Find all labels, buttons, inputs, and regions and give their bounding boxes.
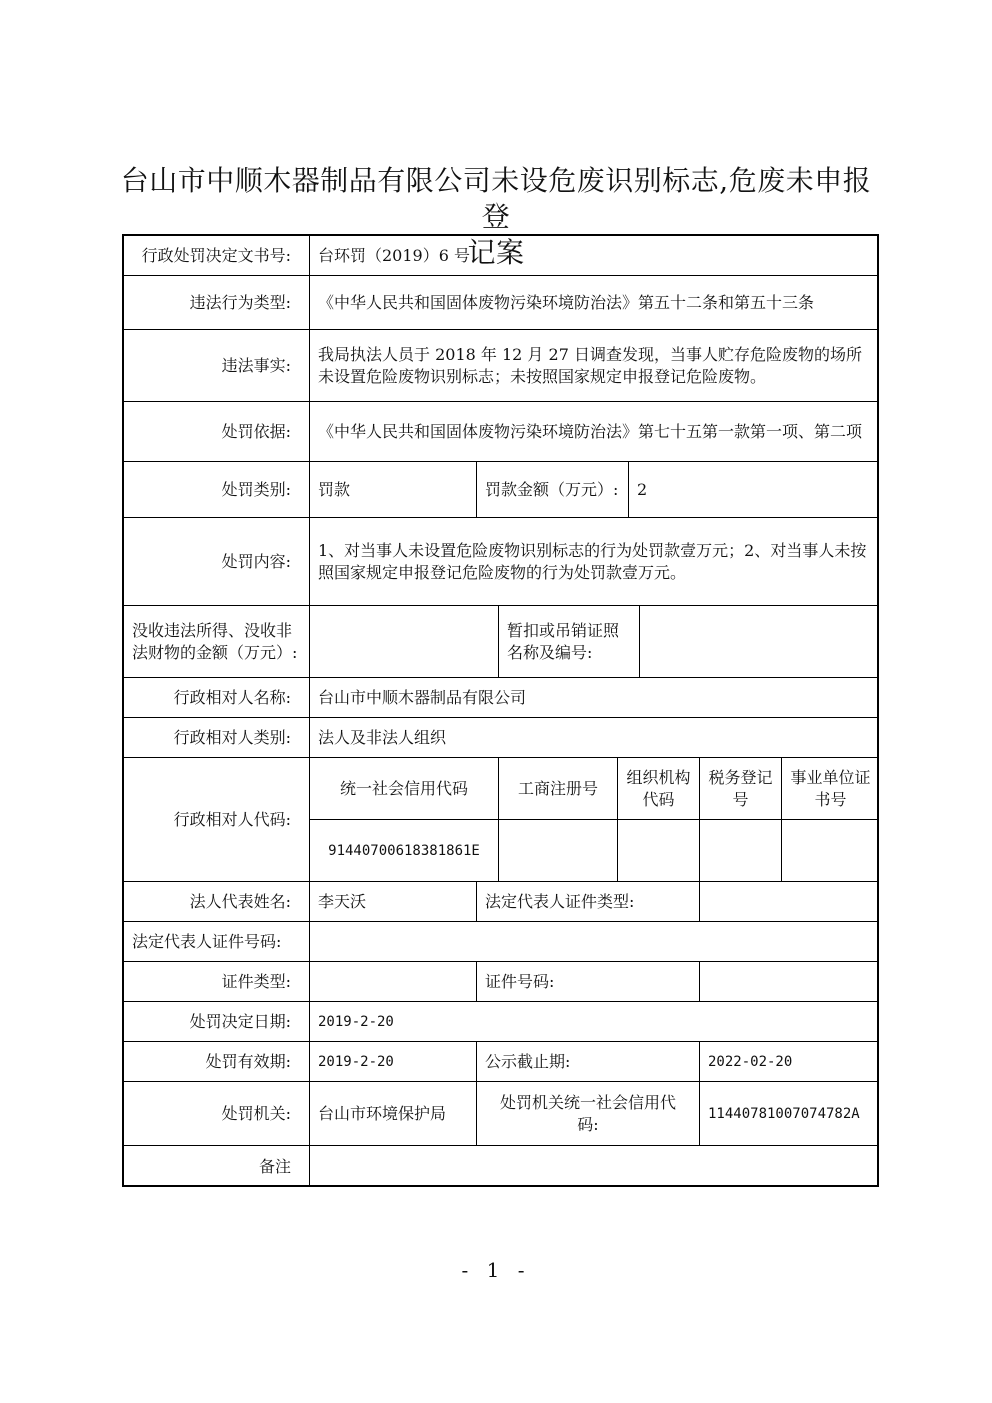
confiscation-label: 没收违法所得、没收非法财物的金额（万元）: bbox=[124, 606, 310, 678]
license-value bbox=[640, 606, 879, 678]
authority-code-value: 11440781007074782A bbox=[700, 1082, 879, 1146]
code-header-org-code: 组织机构代码 bbox=[618, 758, 700, 820]
valid-label: 处罚有效期: bbox=[124, 1042, 310, 1082]
code-value-tax-reg bbox=[700, 820, 782, 882]
code-header-institution: 事业单位证书号 bbox=[782, 758, 879, 820]
doc-no-value: 台环罚（2019）6 号 bbox=[310, 236, 879, 276]
title-line-2: 记案 bbox=[467, 236, 525, 269]
remark-value bbox=[310, 1146, 879, 1187]
code-value-credit: 91440700618381861E bbox=[310, 820, 499, 882]
code-value-org-code bbox=[618, 820, 700, 882]
id-type-value bbox=[310, 962, 477, 1002]
fine-amount-value: 2 bbox=[629, 462, 879, 518]
decision-date-label: 处罚决定日期: bbox=[124, 1002, 310, 1042]
legal-rep-id-no-value bbox=[310, 922, 879, 962]
violation-type-value: 《中华人民共和国固体废物污染环境防治法》第五十二条和第五十三条 bbox=[310, 276, 879, 330]
publicity-end-value: 2022-02-20 bbox=[700, 1042, 879, 1082]
legal-rep-id-no-label: 法定代表人证件号码: bbox=[124, 922, 310, 962]
fine-amount-label: 罚款金额（万元）: bbox=[477, 462, 629, 518]
code-value-institution bbox=[782, 820, 879, 882]
title-line-1: 台山市中顺木器制品有限公司未设危废识别标志,危废未申报登 bbox=[120, 164, 872, 233]
code-header-business-reg: 工商注册号 bbox=[499, 758, 618, 820]
valid-value: 2019-2-20 bbox=[310, 1042, 477, 1082]
decision-date-value: 2019-2-20 bbox=[310, 1002, 879, 1042]
id-no-value bbox=[700, 962, 879, 1002]
facts-value: 我局执法人员于 2018 年 12 月 27 日调查发现，当事人贮存危险废物的场所未设置危险废物识别标志；未按照国家规定申报登记危险废物。 bbox=[310, 330, 879, 402]
penalty-type-value: 罚款 bbox=[310, 462, 477, 518]
publicity-end-label: 公示截止期: bbox=[477, 1042, 700, 1082]
facts-label: 违法事实: bbox=[124, 330, 310, 402]
legal-rep-id-type-label: 法定代表人证件类型: bbox=[477, 882, 700, 922]
license-label: 暂扣或吊销证照名称及编号: bbox=[499, 606, 640, 678]
code-value-business-reg bbox=[499, 820, 618, 882]
page-number: - 1 - bbox=[461, 1258, 531, 1282]
content-value: 1、对当事人未设置危险废物识别标志的行为处罚款壹万元；2、对当事人未按照国家规定申报登记危险废物的行为处罚款壹万元。 bbox=[310, 518, 879, 606]
confiscation-value bbox=[310, 606, 499, 678]
authority-label: 处罚机关: bbox=[124, 1082, 310, 1146]
party-code-label: 行政相对人代码: bbox=[124, 758, 310, 882]
authority-code-label: 处罚机关统一社会信用代码: bbox=[477, 1082, 700, 1146]
id-type-label: 证件类型: bbox=[124, 962, 310, 1002]
basis-value: 《中华人民共和国固体废物污染环境防治法》第七十五第一款第一项、第二项 bbox=[310, 402, 879, 462]
party-name-value: 台山市中顺木器制品有限公司 bbox=[310, 678, 879, 718]
legal-rep-label: 法人代表姓名: bbox=[124, 882, 310, 922]
doc-no-label: 行政处罚决定文书号: bbox=[124, 236, 310, 276]
violation-type-label: 违法行为类型: bbox=[124, 276, 310, 330]
code-header-tax-reg: 税务登记号 bbox=[700, 758, 782, 820]
legal-rep-value: 李天沃 bbox=[310, 882, 477, 922]
code-header-credit: 统一社会信用代码 bbox=[310, 758, 499, 820]
penalty-type-label: 处罚类别: bbox=[124, 462, 310, 518]
party-type-label: 行政相对人类别: bbox=[124, 718, 310, 758]
remark-label: 备注 bbox=[124, 1146, 310, 1187]
basis-label: 处罚依据: bbox=[124, 402, 310, 462]
authority-value: 台山市环境保护局 bbox=[310, 1082, 477, 1146]
legal-rep-id-type-value bbox=[700, 882, 879, 922]
id-no-label: 证件号码: bbox=[477, 962, 700, 1002]
party-name-label: 行政相对人名称: bbox=[124, 678, 310, 718]
party-type-value: 法人及非法人组织 bbox=[310, 718, 879, 758]
record-table bbox=[122, 234, 879, 1187]
content-label: 处罚内容: bbox=[124, 518, 310, 606]
